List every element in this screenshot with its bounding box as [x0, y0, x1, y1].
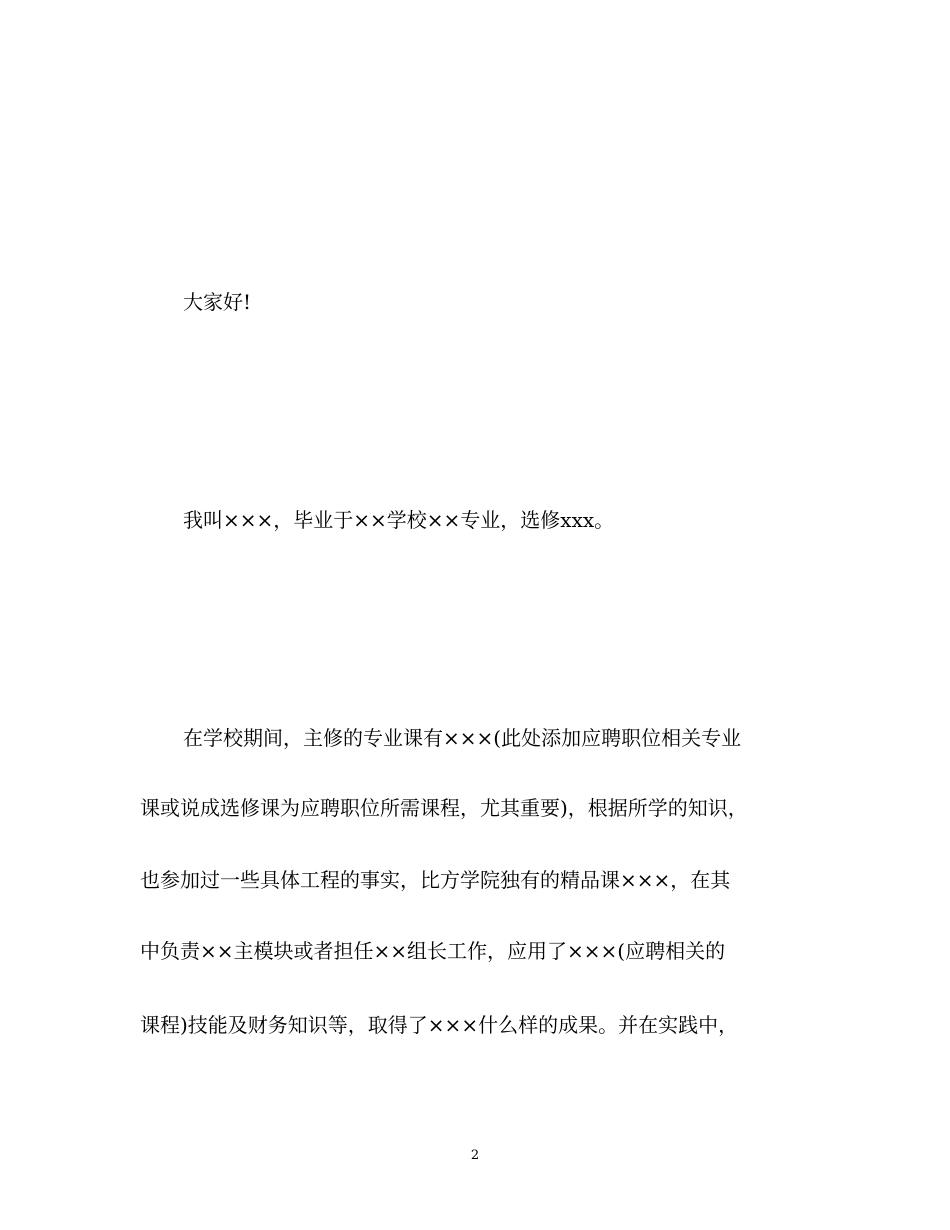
paragraph-line: 在学校期间，主修的专业课有×××(此处添加应聘职位相关专业 [183, 726, 742, 750]
greeting-text: 大家好! [183, 290, 252, 314]
intro-text: 我叫×××，毕业于××学校××专业，选修xxx。 [183, 508, 615, 532]
paragraph-line: 中负责××主模块或者担任××组长工作，应用了×××(应聘相关的 [140, 939, 726, 963]
paragraph-line: 课或说成选修课为应聘职位所需课程，尤其重要)，根据所学的知识， [140, 796, 748, 820]
page-number: 2 [470, 1148, 480, 1163]
paragraph-line: 课程)技能及财务知识等，取得了×××什么样的成果。并在实践中， [140, 1013, 739, 1037]
paragraph-line: 也参加过一些具体工程的事实，比方学院独有的精品课×××，在其 [140, 868, 731, 892]
